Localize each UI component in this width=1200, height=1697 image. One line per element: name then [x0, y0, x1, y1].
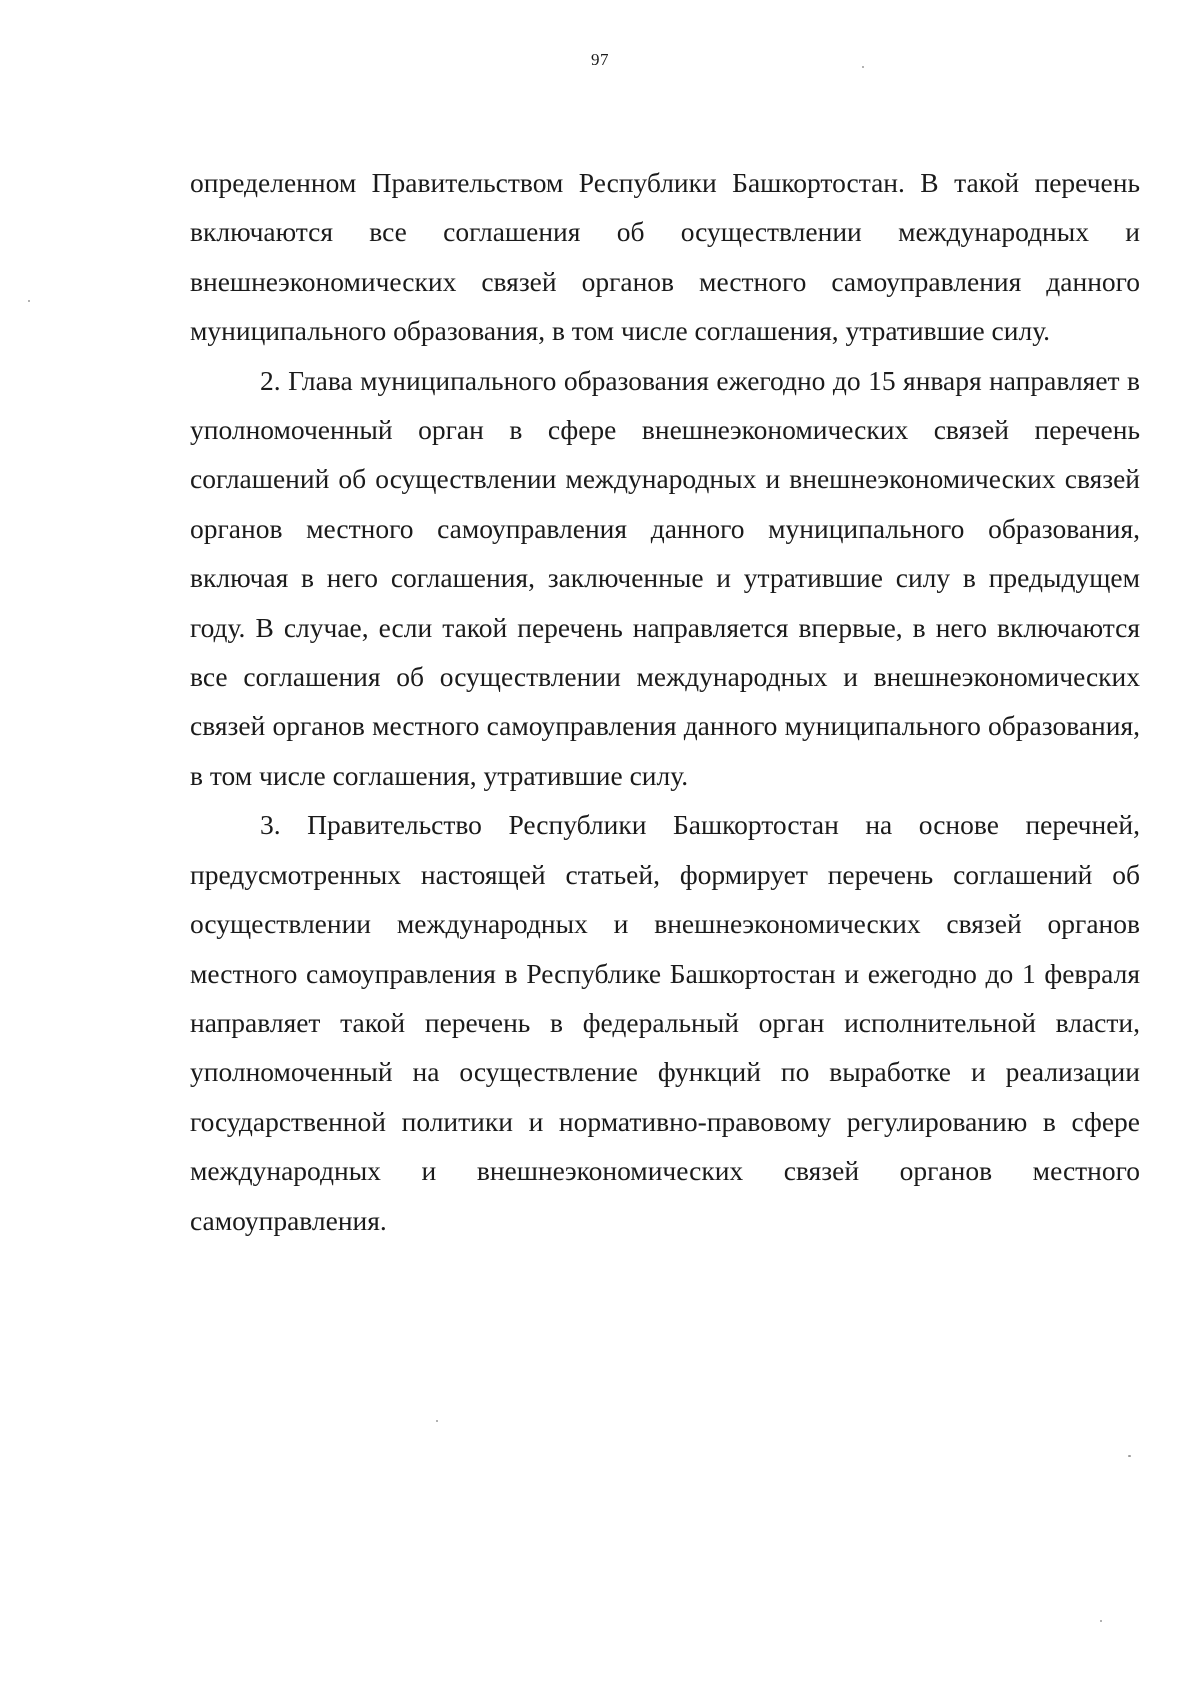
scan-speck — [1100, 1620, 1102, 1622]
page-number: 97 — [591, 50, 609, 69]
document-body — [190, 158, 1140, 1245]
scan-speck — [1128, 1455, 1131, 1457]
paragraph-item-3: 3. Правительство Республики Башкортостан на основе перечней, предусмотренных настоящей статьей, формирует перечень соглашений об осуществлении международных и внешнеэкономических связей органов местного самоуправления в Республике Башкортостан и ежегодно до 1 февраля направляет такой перечень в федеральный орган исполнительной власти, уполномоченный на осуществление функций по выработке и реализации государственной политики и нормативно-правовому регулированию в сфере международных и внешнеэкономических связей органов местного самоуправления. — [190, 809, 1140, 1236]
paragraph-item-2: 2. Глава муниципального образования ежегодно до 15 января направляет в уполномоченный орган в сфере внешнеэкономических связей перечень соглашений об осуществлении международных и внешнеэкономических связей органов местного самоуправления данного муниципального образования, включая в него соглашения, заключенные и утратившие силу в предыдущем году. В случае, если такой перечень направляется впервые, в него включаются все соглашения об осуществлении международных и внешнеэкономических связей органов местного самоуправления данного муниципального образования, в том числе соглашения, утратившие силу. — [190, 364, 1140, 791]
scan-speck — [28, 300, 30, 302]
paragraph-continuation: определенном Правительством Республики Башкортостан. В такой перечень включаются все соглашения об осуществлении международных и внешнеэкономических связей органов местного самоуправления данного муниципального образования, в том числе соглашения, утратившие силу. — [190, 167, 1140, 347]
scan-speck — [862, 66, 864, 68]
scan-speck — [436, 1420, 438, 1422]
